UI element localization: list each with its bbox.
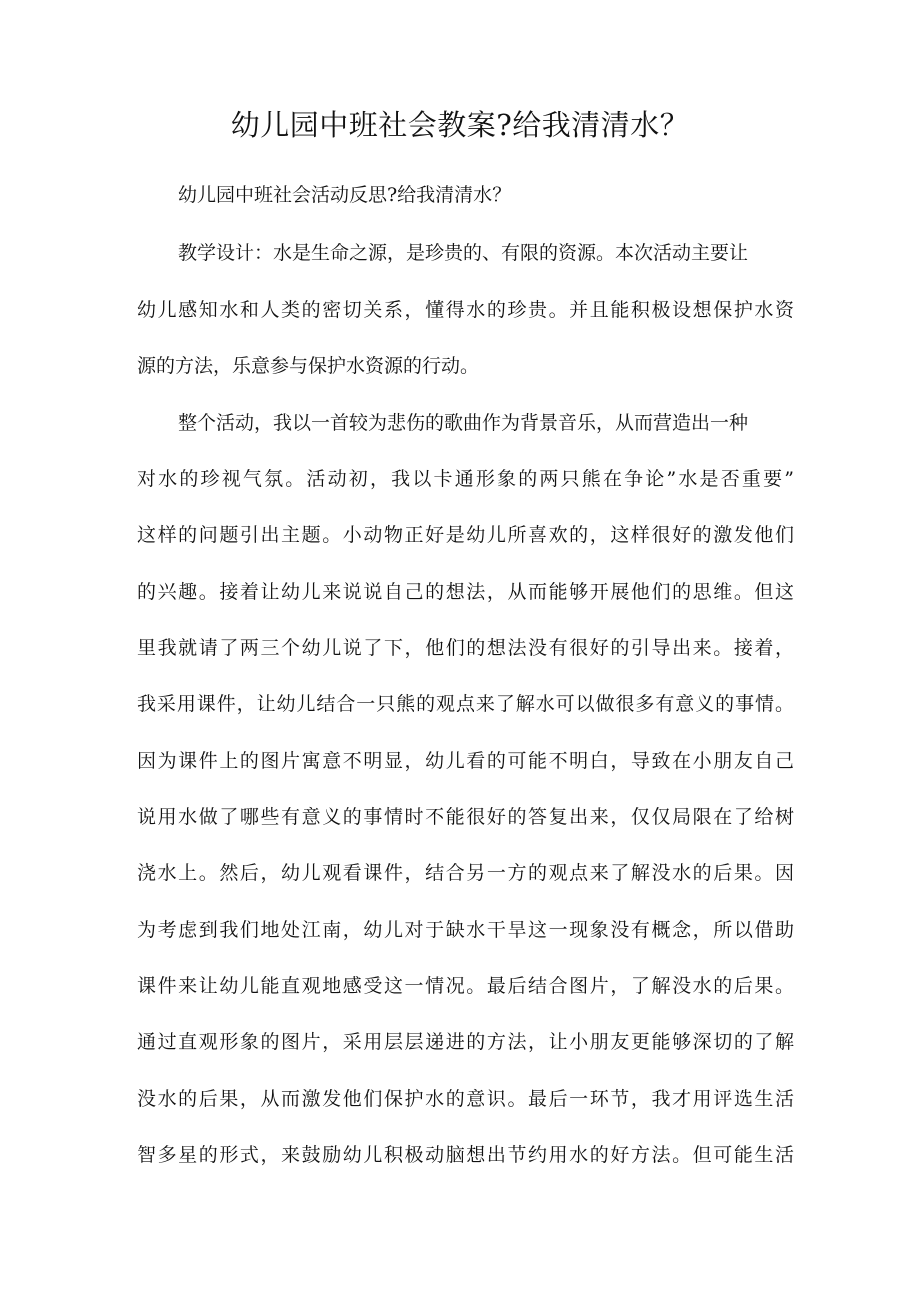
body-line: 为考虑到我们地处江南，幼儿对于缺水干旱这一现象没有概念，所以借助 [137,919,794,941]
document-subtitle: 幼儿园中班社会活动反思?给我清清水？ [178,184,512,206]
body-line: 智多星的形式，来鼓励幼儿积极动脑想出节约用水的好方法。但可能生活 [137,1144,794,1166]
body-line: 浇水上。然后，幼儿观看课件，结合另一方的观点来了解没水的后果。因 [137,862,794,884]
document-title: 幼儿园中班社会教案?给我清清水？ [230,108,690,142]
body-line: 整个活动，我以一首较为悲伤的歌曲作为背景音乐，从而营造出一种 [178,412,749,434]
body-line: 课件来让幼儿能直观地感受这一情况。最后结合图片，了解没水的后果。 [137,975,794,997]
body-line: 的兴趣。接着让幼儿来说说自己的想法，从而能够开展他们的思维。但这 [137,581,794,603]
body-line: 里我就请了两三个幼儿说了下，他们的想法没有很好的引导出来。接着， [137,637,794,659]
body-line: 说用水做了哪些有意义的事情时不能很好的答复出来，仅仅局限在了给树 [137,806,794,828]
body-line: 幼儿感知水和人类的密切关系，懂得水的珍贵。并且能积极设想保护水资 [137,299,794,321]
body-line: 因为课件上的图片寓意不明显，幼儿看的可能不明白，导致在小朋友自己 [137,750,794,772]
body-line: 对水的珍视气氛。活动初，我以卡通形象的两只熊在争论”水是否重要” [137,468,794,490]
body-line: 教学设计：水是生命之源，是珍贵的、有限的资源。本次活动主要让 [178,242,749,264]
body-line: 通过直观形象的图片，采用层层递进的方法，让小朋友更能够深切的了解 [137,1031,794,1053]
body-line: 没水的后果，从而激发他们保护水的意识。最后一环节，我才用评选生活 [137,1088,794,1110]
body-line: 源的方法，乐意参与保护水资源的行动。 [137,355,480,377]
body-line: 我采用课件，让幼儿结合一只熊的观点来了解水可以做很多有意义的事情。 [137,693,794,715]
body-line: 这样的问题引出主题。小动物正好是幼儿所喜欢的，这样很好的激发他们 [137,524,794,546]
